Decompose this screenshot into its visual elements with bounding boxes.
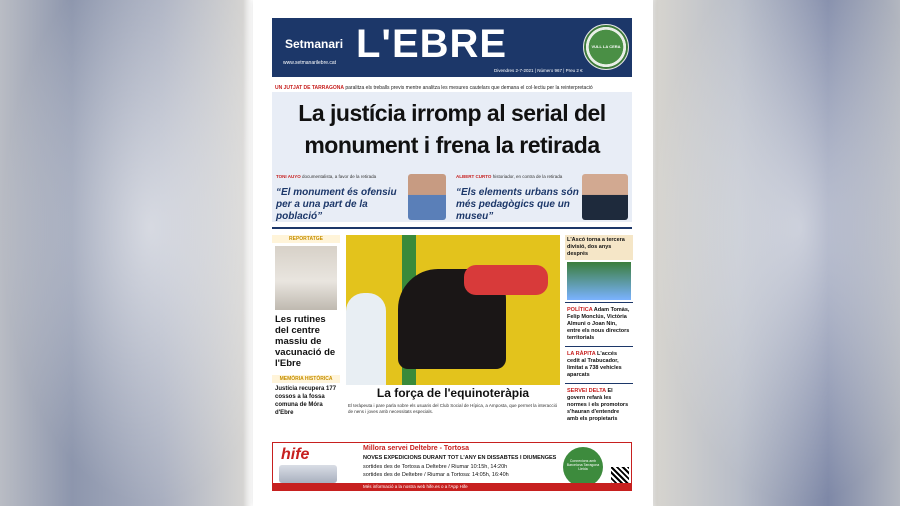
bus-illustration bbox=[279, 465, 337, 483]
newspaper-front-page bbox=[253, 0, 653, 506]
masthead bbox=[272, 18, 632, 77]
portrait-toni-auyo bbox=[408, 174, 446, 220]
kicker-prefix: UN JUTJAT DE TARRAGONA bbox=[275, 85, 344, 91]
masthead-website: www.setmanarilebre.cat bbox=[283, 60, 337, 66]
lead-kicker bbox=[275, 85, 635, 91]
background-blur-left bbox=[0, 0, 250, 506]
center-subheadline: El teràpeuta i pare parla sobre els usuaris del Club Social de Hípica, a Amposta, que permet la interacció de nens i joves amb necessitats especials. bbox=[348, 403, 558, 414]
right-brief-2: POLÍTICA Adam Tomàs, Felip Monclús, Victòria Almuni o Joan Nin, entre els nous directors territorials bbox=[567, 307, 630, 341]
left-column bbox=[272, 235, 340, 419]
ad-line-3: sortides des de Deltebre / Riumar a Tortosa: 14:05h, 16:40h bbox=[363, 472, 509, 478]
ad-line-1: NOVES EXPEDICIONS DURANT TOT L'ANY EN DISSABTES I DIUMENGES bbox=[363, 455, 557, 461]
quote-1: “El monument és ofensiu per a una part de la població” bbox=[276, 187, 397, 222]
hife-logo: hife bbox=[281, 446, 310, 463]
quote-2-kicker: ALBERT CURTO historiador, en contra de la retirada bbox=[456, 174, 563, 179]
lead-headline: La justícia irromp al serial del monument i frena la retirada bbox=[298, 100, 606, 158]
right-separator bbox=[565, 302, 633, 303]
ad-line-2: sortides des de Tortosa a Deltebre / Riumar 10:15h, 14:20h bbox=[363, 464, 508, 470]
portrait-albert-curto bbox=[582, 174, 628, 220]
left-subheadline: Justícia recupera 177 cossos a la fossa comuna de Móra d'Ebre bbox=[275, 386, 337, 416]
left-headline: Les rutines del centre massiu de vacunació de l'Ebre bbox=[275, 314, 336, 369]
hife-advertisement bbox=[272, 442, 632, 491]
tag-memoria-historica: MEMÒRIA HISTÒRICA bbox=[272, 375, 340, 383]
right-brief-3: LA RÀPITA L'accés cedit al Trabucador, limitat a 738 vehicles aparcats bbox=[567, 351, 622, 378]
vaccination-photo bbox=[275, 246, 337, 310]
kicker-text: paralitza els treballs previs mentre analitza les mesures cautelars que demana el col·lectiu per la reinterpretació bbox=[345, 85, 593, 91]
right-brief-1: L'Ascó torna a tercera divisió, dos anys després bbox=[565, 235, 633, 260]
background-blur-right bbox=[650, 0, 900, 506]
right-separator bbox=[565, 383, 633, 384]
tag-reportatge: REPORTATGE bbox=[272, 235, 340, 243]
section-rule bbox=[272, 227, 632, 229]
ad-connections-badge: Connexions amb Barcelona Tarragona Lleida bbox=[563, 447, 603, 487]
ad-footer-bar: Més informació a la nostra web hife.es o a l'App Hife bbox=[273, 483, 631, 490]
masthead-logo: L'EBRE bbox=[356, 22, 508, 66]
center-headline: La força de l'equinoteràpia bbox=[376, 386, 530, 400]
quote-2: “Els elements urbans són més pedagògics que un museu” bbox=[456, 187, 579, 222]
lead-story bbox=[272, 92, 632, 222]
rider-shape bbox=[464, 265, 548, 295]
asco-photo bbox=[567, 262, 631, 300]
therapist-shape bbox=[346, 293, 386, 385]
masthead-badge: VULL LA CERA bbox=[583, 24, 629, 70]
masthead-issue-info: Divendres 2-7-2021 | Número 967 | Preu 2 € bbox=[494, 68, 583, 73]
masthead-setmanari: Setmanari bbox=[285, 37, 344, 51]
quote-1-kicker: TONI AUYO documentalista, a favor de la retirada bbox=[276, 174, 377, 179]
ad-title: Millora servei Deltebre - Tortosa bbox=[363, 445, 470, 452]
right-separator bbox=[565, 346, 633, 347]
equinotherapy-photo bbox=[346, 235, 560, 385]
right-column bbox=[565, 235, 633, 425]
right-brief-4: SERVEI DELTA El govern refarà les normes i els promotors s'hauran d'entendre amb els propietaris bbox=[567, 388, 629, 422]
